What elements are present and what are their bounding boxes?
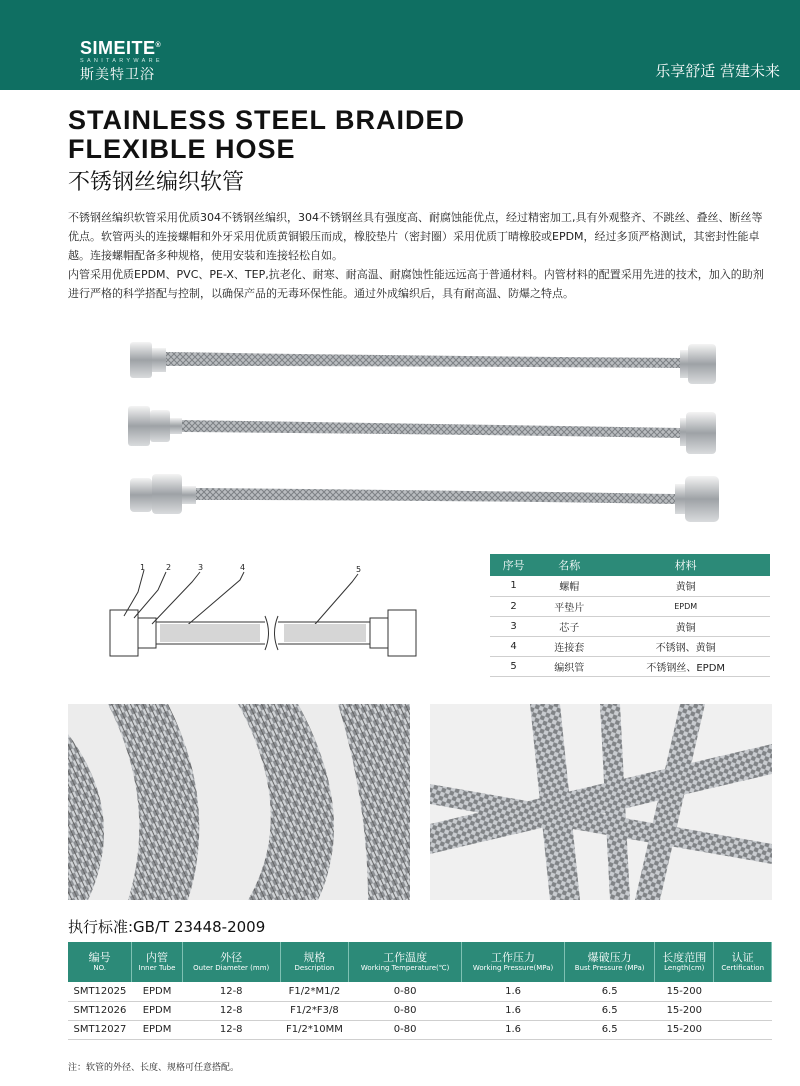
table-cell: 1.6 <box>462 982 565 1001</box>
hose-product-illustration <box>120 330 730 530</box>
table-row <box>490 596 770 616</box>
table-cell: 芯子 <box>537 616 601 636</box>
table-row <box>490 656 770 676</box>
table-cell: 黄铜 <box>601 616 770 636</box>
table-cell: 15-200 <box>655 1001 714 1020</box>
table-row <box>68 982 772 1001</box>
table-cell: EPDM <box>132 1001 182 1020</box>
diagram-label: 4 <box>240 563 246 572</box>
table-cell: EPDM <box>132 1020 182 1039</box>
table-cell: 6.5 <box>565 982 655 1001</box>
table-cell: 12-8 <box>182 982 280 1001</box>
table-cell: 连接套 <box>537 636 601 656</box>
column-header: 编号 NO. <box>68 942 132 982</box>
table-row <box>68 1001 772 1020</box>
diagram-label: 1 <box>140 563 146 572</box>
table-cell: EPDM <box>601 596 770 616</box>
table-cell: SMT12025 <box>68 982 132 1001</box>
table-cell: 6.5 <box>565 1001 655 1020</box>
table-cell: 1.6 <box>462 1001 565 1020</box>
table-row <box>490 636 770 656</box>
diagram-label: 3 <box>198 563 204 572</box>
table-cell: F1/2*10MM <box>280 1020 349 1039</box>
table-cell <box>714 1001 772 1020</box>
table-cell <box>714 1020 772 1039</box>
brand-logo <box>68 0 212 90</box>
table-cell: 15-200 <box>655 982 714 1001</box>
brand-name-en: SIMEITE® <box>80 38 162 58</box>
hose-2 <box>128 406 716 454</box>
description-paragraph: 不锈钢丝编织软管采用优质304不锈钢丝编织，304不锈钢丝具有强度高、耐腐蚀能优点，经过精密加工,具有外观整齐、不跳丝、叠丝、断丝等优点。软管两头的连接螺帽和外牙采用优质黄铜锻压而成，橡胶垫片（密封圈）采用优质丁晴橡胶或EPDM，经过多顶严格测试，其密封性能卓越。连接螺帽配备多种规格，使用安装和连接轻松自如。 <box>68 211 763 262</box>
table-cell: F1/2*F3/8 <box>280 1001 349 1020</box>
title-cn: 不锈钢丝编织软管 <box>68 170 245 195</box>
diagram-label: 2 <box>166 563 172 572</box>
hose-structure-diagram <box>100 560 430 670</box>
brand-subtitle: SANITARYWARE <box>80 58 163 64</box>
hose-3 <box>130 474 719 522</box>
table-cell: F1/2*M1/2 <box>280 982 349 1001</box>
table-cell <box>714 982 772 1001</box>
table-cell: SMT12027 <box>68 1020 132 1039</box>
column-header: 工作温度 Working Temperature(℃) <box>349 942 462 982</box>
table-cell: 螺帽 <box>537 576 601 596</box>
table-cell: 0-80 <box>349 982 462 1001</box>
table-cell: 0-80 <box>349 1001 462 1020</box>
hose-1 <box>130 342 716 384</box>
spec-table <box>68 942 772 1040</box>
column-header: 规格 Description <box>280 942 349 982</box>
table-cell: 2 <box>490 596 537 616</box>
description-paragraph: 内管采用优质EPDM、PVC、PE-X、TEP,抗老化、耐寒、耐高温、耐腐蚀性能远远高于普通材料。内管材料的配置采用先进的技术，加入的助剂进行严格的科学搭配与控制，以确保产品的无毒环保性能。通过外成编织后，具有耐高温、防爆之特点。 <box>68 268 764 300</box>
brand-name-cn: 斯美特卫浴 <box>80 67 155 83</box>
standard-label: 执行标准:GB/T 23448-2009 <box>68 918 266 936</box>
column-header: 爆破压力 Bust Pressure (MPa) <box>565 942 655 982</box>
table-cell: 编织管 <box>537 656 601 676</box>
slogan: 乐享舒适 营建未来 <box>655 62 780 80</box>
column-header: 材料 <box>601 554 770 576</box>
column-header: 内管 Inner Tube <box>132 942 182 982</box>
table-cell: 12-8 <box>182 1001 280 1020</box>
table-cell: 6.5 <box>565 1020 655 1039</box>
column-header: 长度范围 Length(cm) <box>655 942 714 982</box>
description <box>68 208 768 303</box>
table-cell: EPDM <box>132 982 182 1001</box>
table-cell: 4 <box>490 636 537 656</box>
parts-table-header <box>490 554 770 576</box>
table-cell: 不锈钢、黄铜 <box>601 636 770 656</box>
table-row <box>490 616 770 636</box>
column-header: 认证 Certification <box>714 942 772 982</box>
table-cell: 1.6 <box>462 1020 565 1039</box>
table-cell: 不锈钢丝、EPDM <box>601 656 770 676</box>
table-row <box>490 576 770 596</box>
column-header: 外径 Outer Diameter (mm) <box>182 942 280 982</box>
parts-table <box>490 554 770 677</box>
table-cell: SMT12026 <box>68 1001 132 1020</box>
diagram-label: 5 <box>356 565 362 574</box>
table-cell: 0-80 <box>349 1020 462 1039</box>
column-header: 工作压力 Working Pressure(MPa) <box>462 942 565 982</box>
footnote: 注：软管的外径、长度、规格可任意搭配。 <box>68 1063 240 1073</box>
table-cell: 3 <box>490 616 537 636</box>
table-cell: 5 <box>490 656 537 676</box>
spec-table-header <box>68 942 772 982</box>
header-banner <box>0 0 800 90</box>
table-cell: 15-200 <box>655 1020 714 1039</box>
title-en: STAINLESS STEEL BRAIDED FLEXIBLE HOSE <box>68 105 466 164</box>
column-header: 序号 <box>490 554 537 576</box>
table-cell: 1 <box>490 576 537 596</box>
braided-hoses-bundle-photo <box>430 704 772 900</box>
braided-hose-closeup-photo <box>68 704 410 900</box>
column-header: 名称 <box>537 554 601 576</box>
table-cell: 黄铜 <box>601 576 770 596</box>
table-cell: 平垫片 <box>537 596 601 616</box>
table-cell: 12-8 <box>182 1020 280 1039</box>
table-row <box>68 1020 772 1039</box>
